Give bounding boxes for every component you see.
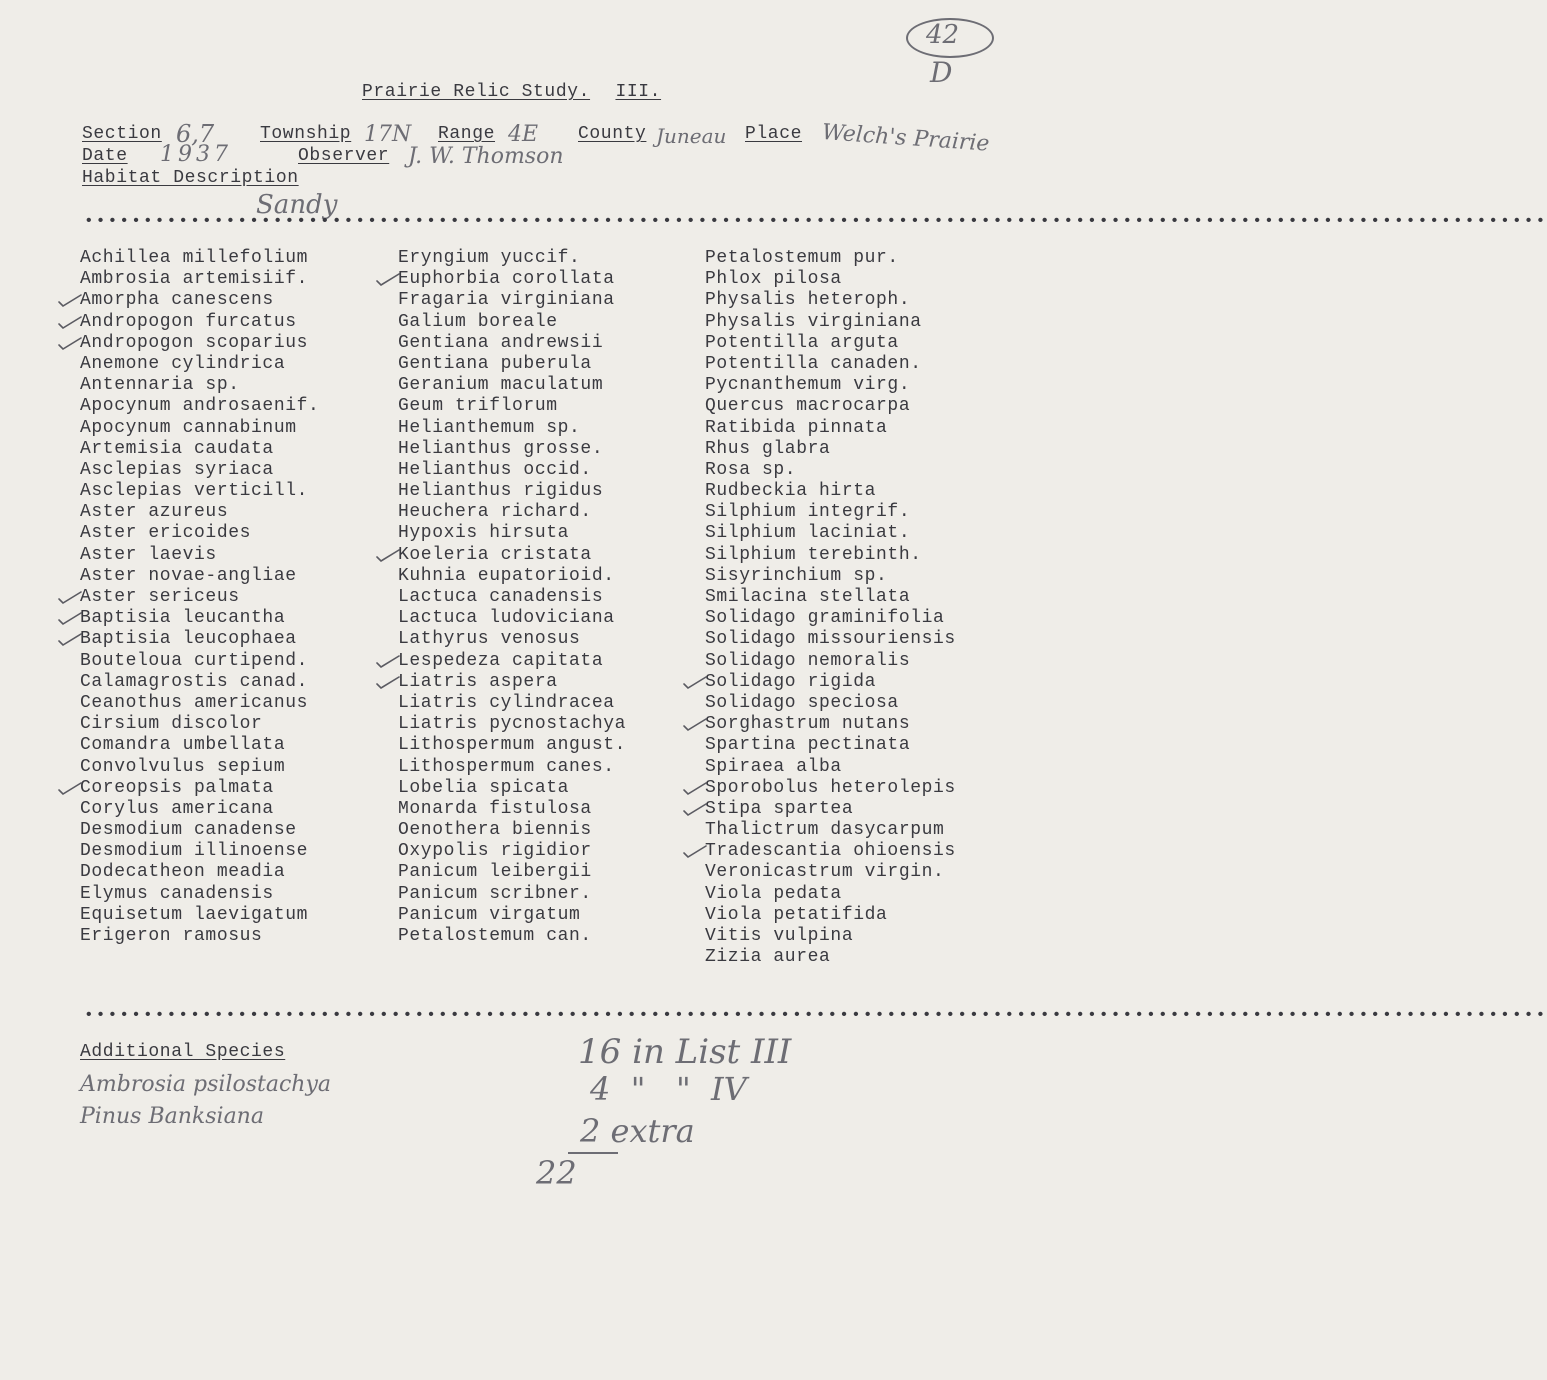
species-name: Solidago speciosa <box>705 692 899 713</box>
species-name: Andropogon furcatus <box>80 311 297 332</box>
species-name: Silphium terebinth. <box>705 544 922 565</box>
species-entry <box>705 841 956 862</box>
township-value: 17N <box>364 122 412 147</box>
checkmark-icon <box>58 315 82 329</box>
species-name: Veronicastrum virgin. <box>705 862 945 883</box>
species-entry <box>398 566 626 587</box>
species-name: Potentilla canaden. <box>705 353 922 374</box>
species-name: Tradescantia ohioensis <box>705 841 956 862</box>
checkmark-icon <box>683 675 707 689</box>
species-entry <box>705 651 956 672</box>
species-name: Hypoxis hirsuta <box>398 523 570 544</box>
section-label: Section <box>82 124 162 144</box>
species-name: Solidago rigida <box>705 671 877 692</box>
species-name: Sorghastrum nutans <box>705 714 911 735</box>
species-entry <box>80 735 319 756</box>
species-name: Silphium laciniat. <box>705 523 911 544</box>
species-entry <box>398 481 626 502</box>
species-name: Helianthus occid. <box>398 459 592 480</box>
species-name: Amorpha canescens <box>80 290 274 311</box>
township-label: Township <box>260 124 352 144</box>
species-name: Potentilla arguta <box>705 332 899 353</box>
species-entry <box>705 629 956 650</box>
tally-line-2: 4 " " IV <box>590 1070 747 1108</box>
species-name: Physalis heteroph. <box>705 290 911 311</box>
place-label: Place <box>745 124 803 144</box>
title-roman: III. <box>615 82 662 102</box>
species-name: Eryngium yuccif. <box>398 248 581 268</box>
species-entry <box>80 714 319 735</box>
checkmark-icon <box>683 844 707 858</box>
species-entry <box>705 354 956 375</box>
checkmark-icon <box>58 781 82 795</box>
species-name: Baptisia leucophaea <box>80 629 297 650</box>
species-entry <box>705 481 956 502</box>
species-name: Galium boreale <box>398 311 558 332</box>
checkmark-icon <box>683 781 707 795</box>
species-entry <box>80 248 319 269</box>
species-name: Zizia aurea <box>705 947 831 968</box>
species-entry <box>80 290 319 311</box>
species-name: Desmodium canadense <box>80 820 297 841</box>
species-entry <box>705 439 956 460</box>
species-entry <box>80 862 319 883</box>
species-name: Gentiana andrewsii <box>398 332 604 353</box>
species-name: Petalostemum pur. <box>705 248 899 268</box>
species-name: Aster laevis <box>80 544 217 565</box>
species-entry <box>398 757 626 778</box>
additional-species-item: Ambrosia psilostachya <box>80 1072 332 1097</box>
species-name: Erigeron ramosus <box>80 926 263 946</box>
species-name: Sisyrinchium sp. <box>705 565 888 586</box>
species-name: Rudbeckia hirta <box>705 481 877 502</box>
species-entry <box>398 312 626 333</box>
tally-line-1: 16 in List III <box>578 1032 792 1072</box>
species-entry <box>80 396 319 417</box>
species-entry <box>705 905 956 926</box>
species-entry <box>398 248 626 269</box>
species-entry <box>705 862 956 883</box>
species-entry <box>705 693 956 714</box>
species-entry <box>398 735 626 756</box>
species-entry <box>398 629 626 650</box>
species-name: Lespedeza capitata <box>398 650 604 671</box>
species-entry <box>398 820 626 841</box>
species-name: Ratibida pinnata <box>705 417 888 438</box>
species-entry <box>398 884 626 905</box>
species-name: Cirsium discolor <box>80 714 263 735</box>
species-entry <box>80 418 319 439</box>
species-entry <box>398 545 626 566</box>
species-name: Smilacina stellata <box>705 587 911 607</box>
species-name: Asclepias verticill. <box>80 481 309 502</box>
observer-value: J. W. Thomson <box>408 144 564 169</box>
species-entry <box>705 269 956 290</box>
species-entry <box>705 757 956 778</box>
species-entry <box>398 841 626 862</box>
species-name: Silphium integrif. <box>705 502 911 523</box>
species-entry <box>705 290 956 311</box>
species-entry <box>705 502 956 523</box>
species-entry <box>398 290 626 311</box>
species-name: Corylus americana <box>80 798 274 819</box>
species-entry <box>80 672 319 693</box>
range-value: 4E <box>508 122 539 147</box>
species-entry <box>80 841 319 862</box>
species-entry <box>80 629 319 650</box>
species-entry <box>705 545 956 566</box>
species-entry <box>398 396 626 417</box>
page-letter: D <box>930 56 953 89</box>
page-number: 42 <box>926 20 960 50</box>
species-entry <box>80 778 319 799</box>
species-entry <box>80 799 319 820</box>
species-name: Dodecatheon meadia <box>80 862 286 883</box>
species-name: Helianthemum sp. <box>398 417 581 438</box>
species-entry <box>705 333 956 354</box>
date-label: Date <box>82 146 128 166</box>
species-name: Lathyrus venosus <box>398 629 581 650</box>
checkmark-icon <box>376 548 400 562</box>
species-name: Solidago missouriensis <box>705 629 956 650</box>
species-name: Liatris cylindracea <box>398 692 615 713</box>
checkmark-icon <box>58 336 82 350</box>
species-entry <box>398 333 626 354</box>
species-name: Monarda fistulosa <box>398 798 592 819</box>
species-column-3 <box>705 248 956 968</box>
species-entry <box>398 502 626 523</box>
species-entry <box>80 481 319 502</box>
species-name: Ambrosia artemisiif. <box>80 269 309 290</box>
section-value: 6,7 <box>176 120 215 148</box>
species-entry <box>398 269 626 290</box>
species-name: Euphorbia corollata <box>398 269 615 290</box>
checkmark-icon <box>58 611 82 625</box>
species-entry <box>80 587 319 608</box>
species-entry <box>80 375 319 396</box>
species-entry <box>398 714 626 735</box>
species-name: Vitis vulpina <box>705 926 854 946</box>
species-name: Equisetum laevigatum <box>80 904 309 925</box>
species-entry <box>80 523 319 544</box>
species-entry <box>705 884 956 905</box>
species-name: Quercus macrocarpa <box>705 396 911 417</box>
page-title <box>362 82 661 102</box>
species-name: Rhus glabra <box>705 438 831 459</box>
checkmark-icon <box>376 654 400 668</box>
checkmark-icon <box>376 675 400 689</box>
species-name: Andropogon scoparius <box>80 332 309 353</box>
species-name: Liatris aspera <box>398 671 558 692</box>
additional-species-label: Additional Species <box>80 1042 286 1062</box>
additional-species-item: Pinus Banksiana <box>80 1104 264 1129</box>
species-name: Bouteloua curtipend. <box>80 650 309 671</box>
species-name: Heuchera richard. <box>398 502 592 523</box>
species-entry <box>80 460 319 481</box>
date-value: 1937 <box>160 142 232 167</box>
species-name: Phlox pilosa <box>705 269 842 290</box>
species-name: Aster azureus <box>80 502 229 523</box>
checkmark-icon <box>683 802 707 816</box>
species-name: Convolvulus sepium <box>80 756 286 777</box>
species-name: Baptisia leucantha <box>80 608 286 629</box>
species-name: Antennaria sp. <box>80 375 240 396</box>
species-name: Aster ericoides <box>80 523 252 544</box>
species-entry <box>705 312 956 333</box>
species-entry <box>398 778 626 799</box>
species-entry <box>705 926 956 947</box>
species-name: Desmodium illinoense <box>80 841 309 862</box>
species-name: Physalis virginiana <box>705 311 922 332</box>
species-name: Aster sericeus <box>80 587 240 607</box>
species-name: Solidago graminifolia <box>705 608 945 629</box>
species-entry <box>705 375 956 396</box>
species-entry <box>398 693 626 714</box>
species-name: Artemisia caudata <box>80 438 274 459</box>
species-entry <box>80 757 319 778</box>
range-label: Range <box>438 124 496 144</box>
species-entry <box>398 354 626 375</box>
species-entry <box>80 693 319 714</box>
species-entry <box>80 333 319 354</box>
species-entry <box>705 566 956 587</box>
species-entry <box>80 312 319 333</box>
species-entry <box>80 820 319 841</box>
species-entry <box>398 862 626 883</box>
species-name: Solidago nemoralis <box>705 650 911 671</box>
checkmark-icon <box>376 272 400 286</box>
species-name: Lithospermum canes. <box>398 756 615 777</box>
species-entry <box>705 672 956 693</box>
species-entry <box>398 523 626 544</box>
place-value: Welch's Prairie <box>821 120 991 157</box>
species-entry <box>80 439 319 460</box>
species-name: Elymus canadensis <box>80 883 274 904</box>
species-name: Kuhnia eupatorioid. <box>398 565 615 586</box>
checkmark-icon <box>58 632 82 646</box>
dotted-divider-top: •••••••••••••••••••••••••••••••••••••••••••••••••••••••••••••••••••••••••••••••••••••••••••••••••••••••••••••••••••••••••••• <box>84 212 1547 230</box>
species-entry <box>80 884 319 905</box>
species-name: Koeleria cristata <box>398 544 592 565</box>
habitat-label: Habitat Description <box>82 168 299 188</box>
tally-line-3: 2 extra <box>580 1112 695 1150</box>
species-name: Rosa sp. <box>705 459 797 480</box>
species-name: Achillea millefolium <box>80 248 309 268</box>
species-name: Coreopsis palmata <box>80 777 274 798</box>
species-name: Asclepias syriaca <box>80 459 274 480</box>
species-entry <box>80 566 319 587</box>
species-name: Geranium maculatum <box>398 375 604 396</box>
species-name: Pycnanthemum virg. <box>705 375 911 396</box>
species-column-2 <box>398 248 626 947</box>
species-name: Calamagrostis canad. <box>80 671 309 692</box>
species-name: Apocynum cannabinum <box>80 417 297 438</box>
species-entry <box>398 439 626 460</box>
species-entry <box>705 947 956 968</box>
species-name: Petalostemum can. <box>398 926 592 946</box>
species-entry <box>398 799 626 820</box>
species-name: Spartina pectinata <box>705 735 911 756</box>
habitat-value: Sandy <box>256 190 338 220</box>
species-entry <box>398 608 626 629</box>
species-entry <box>398 460 626 481</box>
species-entry <box>80 926 319 947</box>
species-name: Liatris pycnostachya <box>398 714 627 735</box>
checkmark-icon <box>58 293 82 307</box>
species-column-1 <box>80 248 319 947</box>
species-entry <box>398 905 626 926</box>
species-name: Panicum scribner. <box>398 883 592 904</box>
species-name: Lactuca canadensis <box>398 587 604 607</box>
species-entry <box>80 354 319 375</box>
species-entry <box>705 460 956 481</box>
species-name: Spiraea alba <box>705 756 842 777</box>
species-name: Sporobolus heterolepis <box>705 777 956 798</box>
species-name: Thalictrum dasycarpum <box>705 820 945 841</box>
species-entry <box>705 735 956 756</box>
species-entry <box>80 502 319 523</box>
species-name: Stipa spartea <box>705 798 854 819</box>
species-name: Viola petatifida <box>705 904 888 925</box>
species-name: Lithospermum angust. <box>398 735 627 756</box>
county-label: County <box>578 124 647 144</box>
species-name: Apocynum androsaenif. <box>80 396 320 417</box>
species-name: Comandra umbellata <box>80 735 286 756</box>
species-entry <box>398 651 626 672</box>
species-entry <box>80 651 319 672</box>
species-name: Fragaria virginiana <box>398 290 615 311</box>
species-entry <box>705 714 956 735</box>
species-name: Oxypolis rigidior <box>398 841 592 862</box>
dotted-divider-bottom: •••••••••••••••••••••••••••••••••••••••••••••••••••••••••••••••••••••••••••••••••••••••••••••••••••••••••••••••••••••••••••• <box>84 1006 1547 1024</box>
species-name: Viola pedata <box>705 883 842 904</box>
species-entry <box>705 820 956 841</box>
observer-label: Observer <box>298 146 390 166</box>
species-entry <box>705 418 956 439</box>
species-name: Oenothera biennis <box>398 820 592 841</box>
title-text: Prairie Relic Study. <box>362 82 591 102</box>
species-entry <box>705 523 956 544</box>
species-name: Helianthus rigidus <box>398 481 604 502</box>
species-entry <box>80 269 319 290</box>
species-name: Helianthus grosse. <box>398 438 604 459</box>
species-entry <box>705 396 956 417</box>
species-name: Aster novae-angliae <box>80 565 297 586</box>
checkmark-icon <box>683 717 707 731</box>
species-name: Gentiana puberula <box>398 353 592 374</box>
species-name: Ceanothus americanus <box>80 692 309 713</box>
species-entry <box>80 905 319 926</box>
species-name: Panicum leibergii <box>398 862 592 883</box>
species-name: Anemone cylindrica <box>80 353 286 374</box>
tally-total: 22 <box>536 1154 577 1192</box>
species-entry <box>705 248 956 269</box>
species-entry <box>398 418 626 439</box>
species-name: Geum triflorum <box>398 396 558 417</box>
species-entry <box>705 587 956 608</box>
species-name: Panicum virgatum <box>398 904 581 925</box>
species-entry <box>398 587 626 608</box>
species-name: Lactuca ludoviciana <box>398 608 615 629</box>
species-entry <box>705 778 956 799</box>
species-entry <box>398 375 626 396</box>
species-entry <box>705 608 956 629</box>
species-entry <box>80 545 319 566</box>
species-entry <box>398 672 626 693</box>
species-entry <box>80 608 319 629</box>
county-value: Juneau <box>656 124 727 148</box>
species-name: Lobelia spicata <box>398 777 570 798</box>
checkmark-icon <box>58 590 82 604</box>
species-entry <box>398 926 626 947</box>
species-entry <box>705 799 956 820</box>
